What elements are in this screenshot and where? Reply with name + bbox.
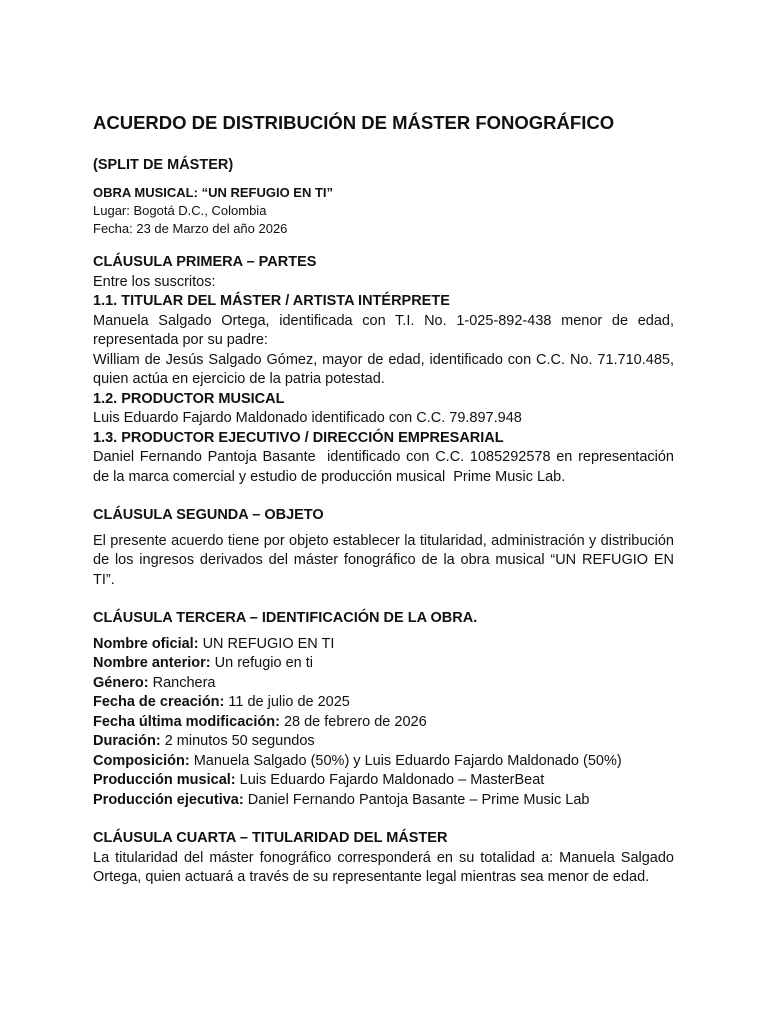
field-nombre-oficial	[93, 635, 674, 655]
field-label: Producción ejecutiva:	[93, 791, 244, 808]
clausula-segunda-text: El presente acuerdo tiene por objeto establecer la titularidad, administración y distribución de los ingresos derivados del máster fonográfico de la obra musical “UN REFUGIO EN TI”.	[93, 532, 674, 588]
obra-title: OBRA MUSICAL: “UN REFUGIO EN TI”	[93, 185, 334, 200]
field-value: 28 de febrero de 2026	[279, 713, 427, 730]
field-value: UN REFUGIO EN TI	[198, 635, 335, 652]
field-label: Producción musical:	[93, 772, 236, 788]
field-label: Fecha última modificación:	[93, 713, 280, 730]
field-fecha-modificacion	[93, 713, 674, 733]
section-1-2-heading: 1.2. PRODUCTOR MUSICAL	[93, 390, 285, 407]
field-duracion	[93, 732, 674, 752]
field-produccion-ejecutiva	[93, 791, 674, 811]
clausula-segunda-heading: CLÁUSULA SEGUNDA – OBJETO	[93, 507, 324, 523]
clausula-primera-intro: Entre los suscritos:	[93, 273, 216, 290]
section-1-2-text: Luis Eduardo Fajardo Maldonado identificado con C.C. 79.897.948	[93, 410, 522, 426]
field-value: Daniel Fernando Pantoja Basante – Prime Music Lab	[243, 791, 590, 808]
document-subtitle: (SPLIT DE MÁSTER)	[93, 157, 234, 173]
field-fecha-creacion	[93, 693, 674, 713]
field-value: Luis Eduardo Fajardo Maldonado – MasterBeat	[235, 772, 545, 788]
clausula-cuarta-heading: CLÁUSULA CUARTA – TITULARIDAD DEL MÁSTER	[93, 830, 448, 846]
clausula-primera-heading: CLÁUSULA PRIMERA – PARTES	[93, 254, 317, 270]
clausula-tercera-heading: CLÁUSULA TERCERA – IDENTIFICACIÓN DE LA OBRA.	[93, 610, 478, 626]
document-meta	[93, 184, 333, 238]
field-value: Ranchera	[148, 674, 216, 691]
field-label: Fecha de creación:	[93, 694, 225, 710]
field-produccion-musical	[93, 771, 674, 791]
section-1-3-heading: 1.3. PRODUCTOR EJECUTIVO / DIRECCIÓN EMPRESARIAL	[93, 429, 504, 446]
field-value: Un refugio en ti	[210, 655, 314, 671]
fecha-line: Fecha: 23 de Marzo del año 2026	[93, 221, 288, 236]
field-value: Manuela Salgado (50%) y Luis Eduardo Fajardo Maldonado (50%)	[189, 752, 622, 769]
obra-fields	[93, 635, 674, 811]
field-label: Nombre oficial:	[93, 635, 199, 652]
section-1-1-heading: 1.1. TITULAR DEL MÁSTER / ARTISTA INTÉRPRETE	[93, 293, 450, 309]
field-nombre-anterior	[93, 654, 674, 674]
document-title: ACUERDO DE DISTRIBUCIÓN DE MÁSTER FONOGRÁFICO	[93, 112, 615, 133]
clausula-cuarta-text: La titularidad del máster fonográfico corresponderá en su totalidad a: Manuela Salgado Ortega, quien actuará a través de su representante legal mientras sea menor de edad.	[93, 849, 674, 885]
field-label: Nombre anterior:	[93, 655, 211, 671]
field-label: Composición:	[93, 752, 190, 769]
field-label: Género:	[93, 674, 149, 691]
section-1-1-text-2: William de Jesús Salgado Gómez, mayor de edad, identificado con C.C. No. 71.710.485, quien actúa en ejercicio de la patria potestad.	[93, 351, 674, 387]
field-value: 2 minutos 50 segundos	[160, 733, 315, 749]
field-label: Duración:	[93, 733, 161, 749]
document-body	[93, 253, 679, 888]
field-genero	[93, 674, 674, 694]
field-composicion	[93, 752, 674, 772]
section-1-3-text: Daniel Fernando Pantoja Basante identificado con C.C. 1085292578 en representación de la marca comercial y estudio de producción musical Prime Music Lab.	[93, 449, 679, 485]
field-value: 11 de julio de 2025	[224, 694, 350, 710]
section-1-1-text-1: Manuela Salgado Ortega, identificada con T.I. No. 1-025-892-438 menor de edad, representada por su padre:	[93, 312, 674, 348]
lugar-line: Lugar: Bogotá D.C., Colombia	[93, 203, 267, 218]
